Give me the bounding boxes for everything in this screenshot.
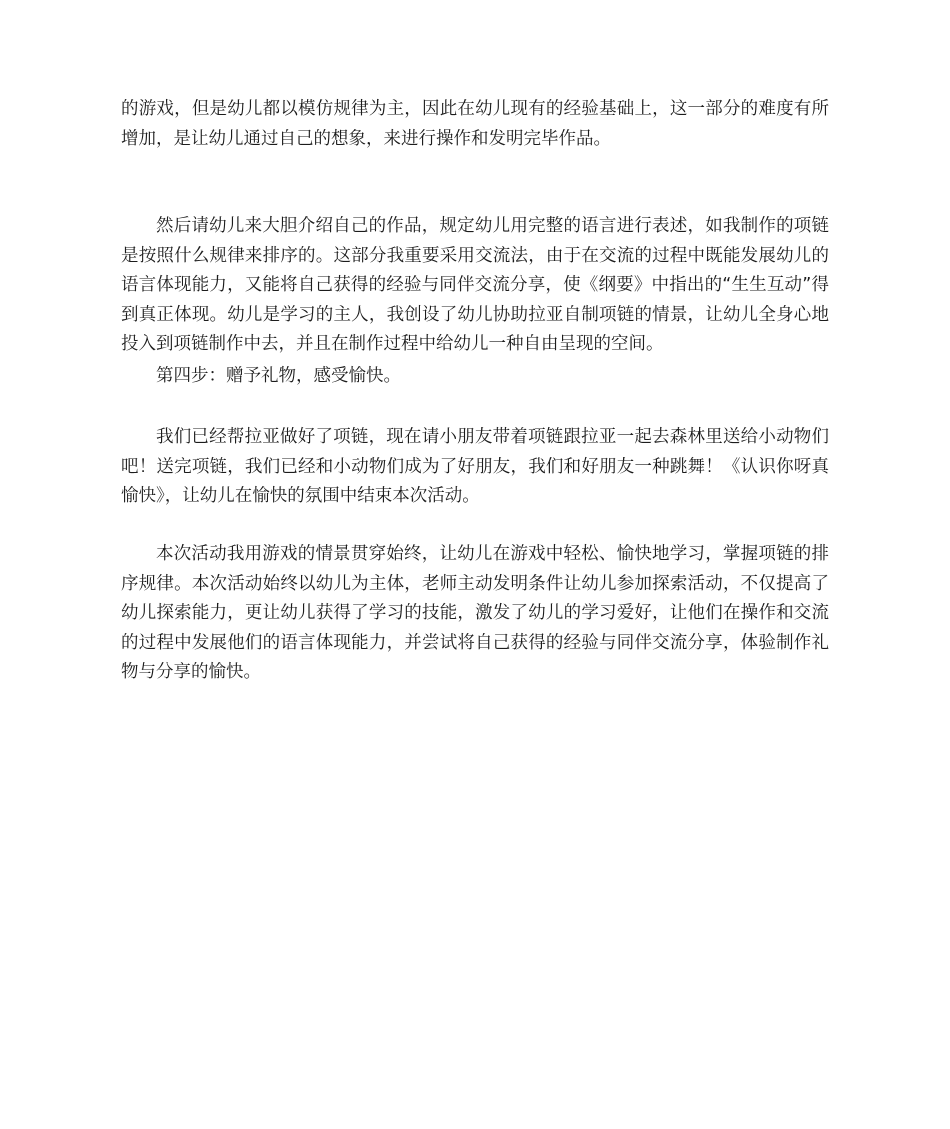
- paragraph-presentation: 然后请幼儿来大胆介绍自己的作品，规定幼儿用完整的语言进行表述，如我制作的项链是按照什么规律来排序的。这部分我重要采用交流法，由于在交流的过程中既能发展幼儿的语言体现能力，又能将自己获得的经验与同伴交流分享，使《纲要》中指出的“生生互动”得到真正体现。幼儿是学习的主人，我创设了幼儿协助拉亚自制项链的情景，让幼儿全身心地投入到项链制作中去，并且在制作过程中给幼儿一种自由呈现的空间。: [121, 216, 829, 354]
- paragraph-continuation: 的游戏，但是幼儿都以模仿规律为主，因此在幼儿现有的经验基础上，这一部分的难度有所增加，是让幼儿通过自己的想象，来进行操作和发明完毕作品。: [121, 99, 829, 149]
- paragraph-summary: 本次活动我用游戏的情景贯穿始终，让幼儿在游戏中轻松、愉快地学习，掌握项链的排序规律。本次活动始终以幼儿为主体，老师主动发明条件让幼儿参加探索活动，不仅提高了幼儿探索能力，更让幼儿获得了学习的技能，激发了幼儿的学习爱好，让他们在操作和交流的过程中发展他们的语言体现能力，并尝试将自己获得的经验与同伴交流分享，体验制作礼物与分享的愉快。: [121, 544, 829, 682]
- step-four-heading: 第四步：赠予礼物，感受愉快。: [156, 366, 401, 386]
- paragraph-gift: 我们已经帮拉亚做好了项链，现在请小朋友带着项链跟拉亚一起去森林里送给小动物们吧！送完项链，我们已经和小动物们成为了好朋友，我们和好朋友一种跳舞！《认识你呀真愉快》，让幼儿在愉快的氛围中结束本次活动。: [121, 427, 829, 506]
